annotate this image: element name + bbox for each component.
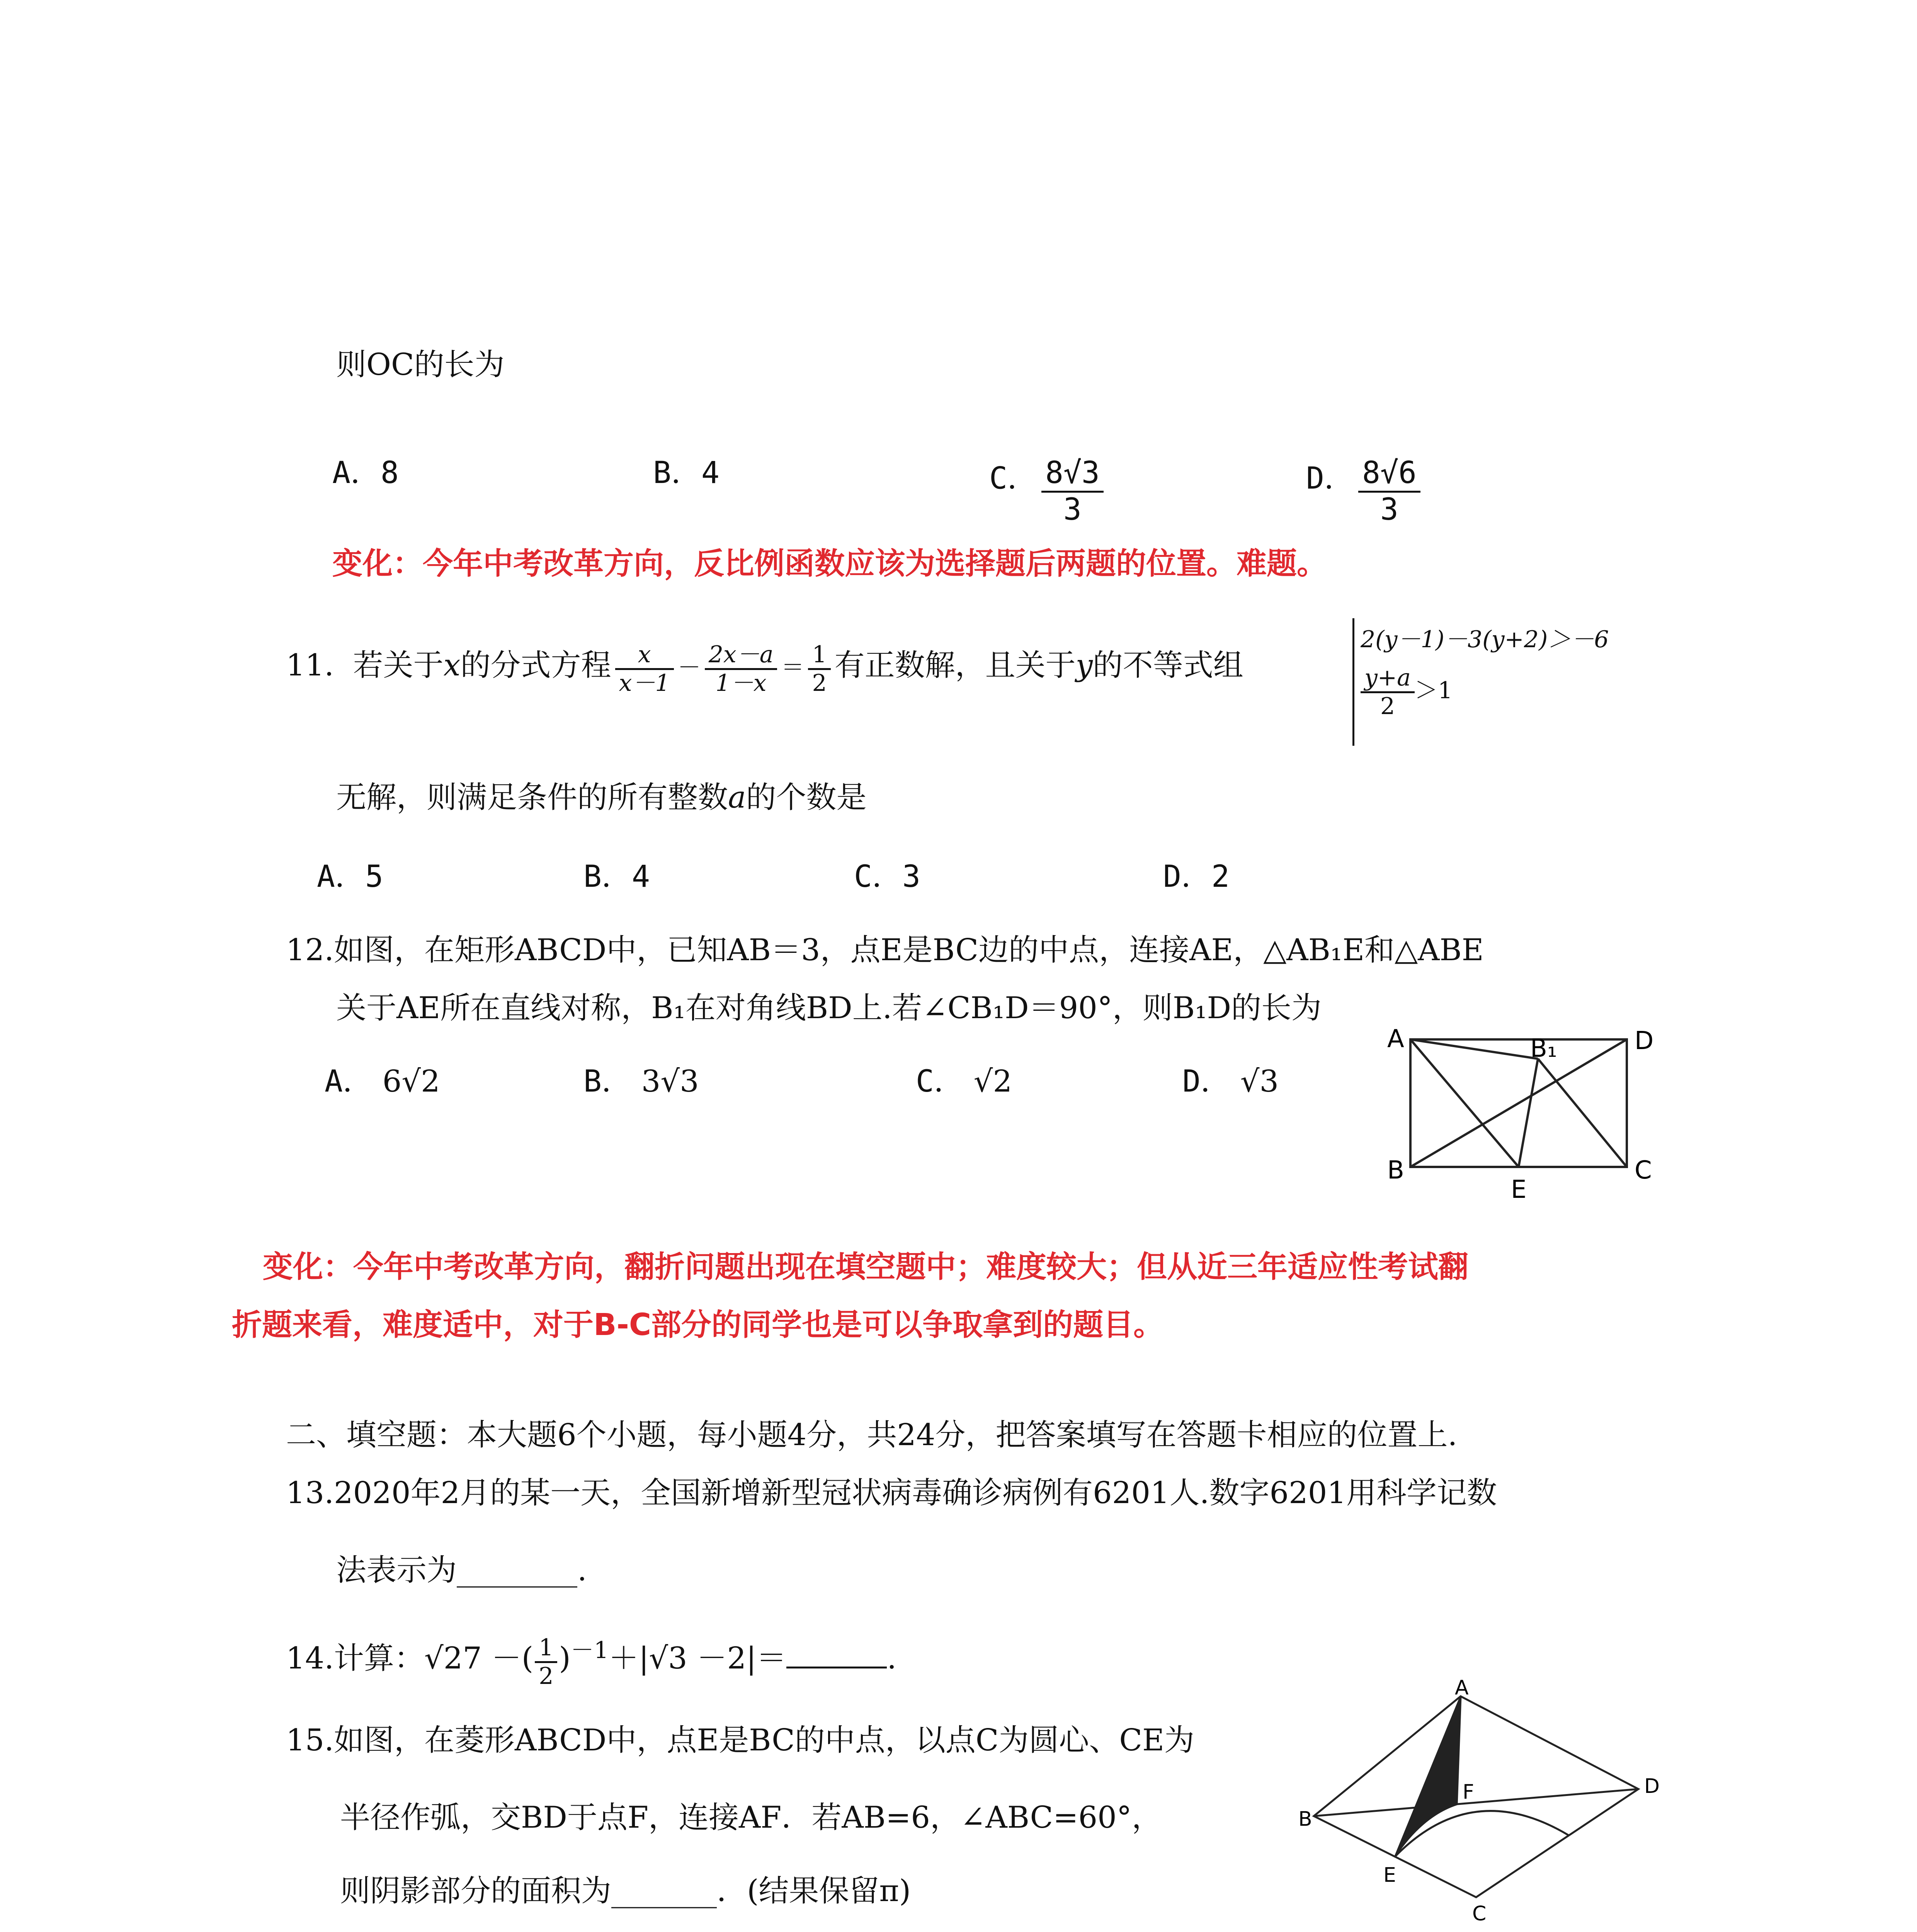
q10-comment: 变化：今年中考改革方向，反比例函数应该为选择题后两题的位置。难题。 — [332, 546, 1327, 581]
q11-option-a: A．5 — [317, 859, 383, 894]
q12-option-c: C． √2 — [916, 1064, 1012, 1099]
q12-option-d: D． √3 — [1182, 1064, 1279, 1099]
q13-line2: 法表示为________. — [336, 1553, 587, 1588]
q12-fig-label-b1: B₁ — [1530, 1034, 1557, 1063]
q10-option-c: C． $\frac{8√3}{3}$ — [989, 456, 1107, 527]
q11-option-c: C．3 — [854, 859, 920, 894]
q15-fig-label-f: F — [1463, 1781, 1474, 1804]
q12-rectangle-figure — [1376, 1024, 1669, 1209]
q12-line1: 12.如图，在矩形ABCD中，已知AB＝3，点E是BC边的中点，连接AE，△AB₁E和△ABE — [286, 933, 1484, 968]
q15-fig-label-a: A — [1455, 1676, 1469, 1699]
q15-line3: 则阴影部分的面积为_______．(结果保留π) — [340, 1874, 911, 1908]
q10-option-a: A．8 — [332, 456, 399, 490]
q11-line2: 无解，则满足条件的所有整数a的个数是 — [336, 780, 867, 815]
q13-line1: 13.2020年2月的某一天，全国新增新型冠状病毒确诊病例有6201人.数字6201用科学记数 — [286, 1476, 1497, 1510]
q15-fig-label-c: C — [1472, 1902, 1487, 1925]
q12-fig-label-b: B — [1387, 1156, 1404, 1185]
q11-option-d: D．2 — [1163, 859, 1230, 894]
q10-option-b: B．4 — [653, 456, 720, 490]
q14-line: 14.计算：√27 －( $\frac{1}{2}$ )$^{-1}$＋|√3 －2|＝ . — [286, 1634, 897, 1690]
q15-fig-label-d: D — [1644, 1775, 1660, 1798]
q12-comment-line2: 折题来看，难度适中，对于B-C部分的同学也是可以争取拿到的题目。 — [232, 1308, 1164, 1342]
q12-line2: 关于AE所在直线对称，B₁在对角线BD上.若∠CB₁D＝90°，则B₁D的长为 — [336, 991, 1322, 1026]
q11-line1: 11. 若关于x的分式方程 $\frac{x}{x-1}$ － $\frac{2x-a}{1-x}$ ＝ $\frac{1}{2}$ 有正数解，且关于y的不等式组 — [286, 641, 1243, 697]
q15-shaded-region — [1395, 1696, 1461, 1857]
section-fill-in-heading: 二、填空题：本大题6个小题，每小题4分，共24分，把答案填写在答题卡相应的位置上. — [286, 1418, 1458, 1452]
q15-fig-label-b: B — [1298, 1808, 1312, 1831]
q15-line1: 15.如图，在菱形ABCD中，点E是BC的中点，以点C为圆心、CE为 — [286, 1723, 1195, 1758]
q12-fig-label-c: C — [1635, 1156, 1652, 1185]
q15-line2: 半径作弧，交BD于点F，连接AF．若AB=6，∠ABC=60°， — [340, 1800, 1162, 1835]
q10-option-d: D． $\frac{8√6}{3}$ — [1306, 456, 1424, 527]
q10-tail: 则OC的长为 — [336, 347, 505, 382]
q11-inequality-system: 2(y－1)－3(y+2)＞－6 $\frac{y+a}{2}$ ＞1 — [1352, 618, 1609, 746]
q15-rhombus-figure — [1291, 1676, 1669, 1925]
q15-fig-label-e: E — [1383, 1864, 1396, 1887]
q12-option-a: A． 6√2 — [325, 1064, 440, 1099]
q12-fig-label-e: E — [1511, 1175, 1527, 1204]
q12-fig-label-a: A — [1387, 1025, 1404, 1053]
q12-comment-line1: 变化：今年中考改革方向，翻折问题出现在填空题中；难度较大；但从近三年适应性考试翻 — [263, 1250, 1469, 1284]
q12-option-b: B． 3√3 — [583, 1064, 699, 1099]
q11-option-b: B．4 — [583, 859, 650, 894]
q12-fig-label-d: D — [1635, 1027, 1654, 1055]
